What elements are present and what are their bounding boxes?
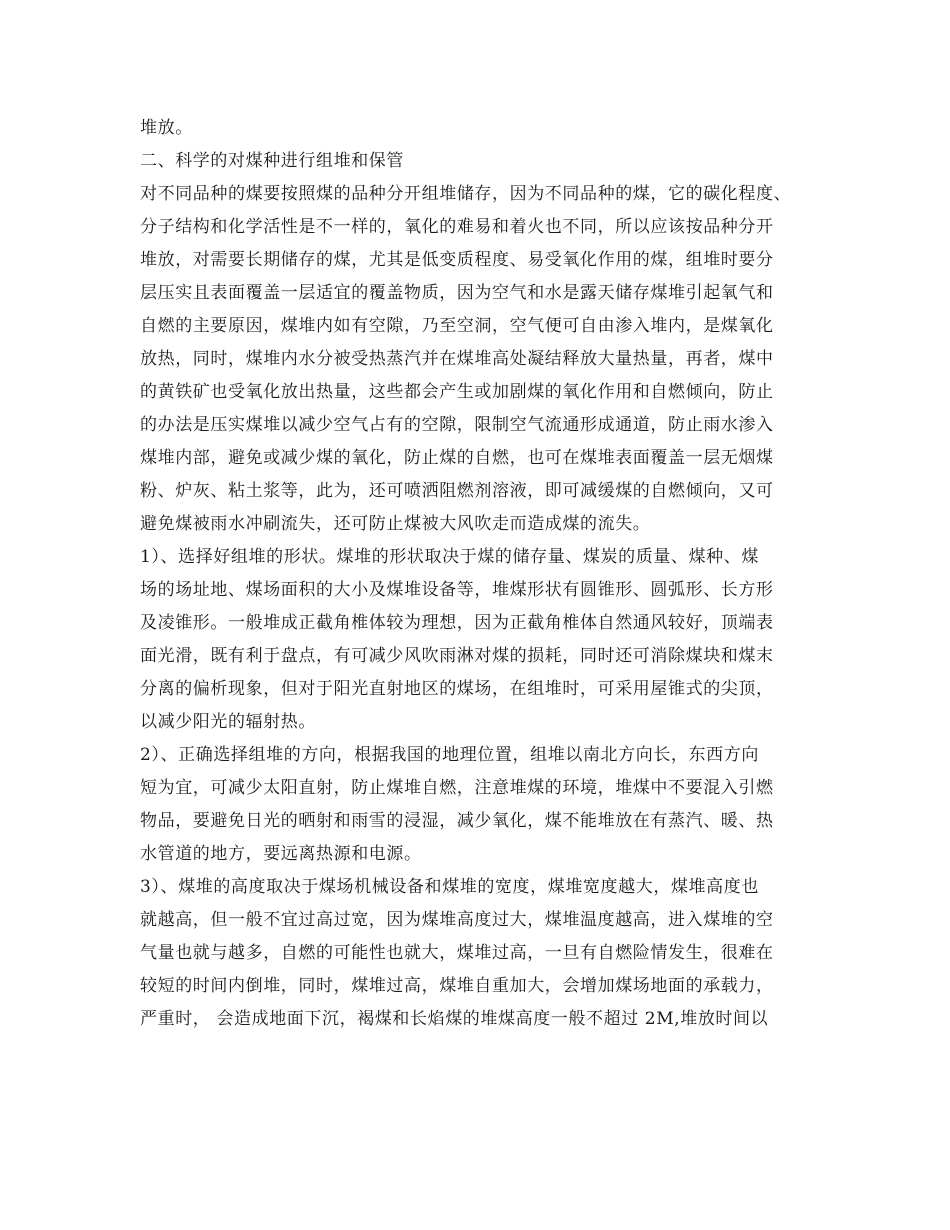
text-line: 的办法是压实煤堆以减少空气占有的空隙，限制空气流通形成通道，防止雨水渗入 [140,415,774,435]
text-line: 场的场址地、煤场面积的大小及煤堆设备等，堆煤形状有圆锥形、圆弧形、长方形 [140,580,774,600]
text-line: 水管道的地方，要远离热源和电源。 [140,844,422,864]
text-line: 就越高，但一般不宜过高过宽，因为煤堆高度过大，煤堆温度越高，进入煤堆的空 [140,910,774,930]
text-line: 2）、正确选择组堆的方向，根据我国的地理位置，组堆以南北方向长，东西方向 [140,745,759,765]
text-line: 物品，要避免日光的晒射和雨雪的浸湿，减少氧化，煤不能堆放在有蒸汽、暖、热 [140,811,774,831]
text-line: 较短的时间内倒堆，同时，煤堆过高，煤堆自重加大，会增加煤场地面的承载力， [140,976,774,996]
text-line: 3）、煤堆的高度取决于煤场机械设备和煤堆的宽度，煤堆宽度越大，煤堆高度也 [140,877,759,897]
text-line: 堆放。 [140,118,193,138]
text-line: 及凌锥形。一般堆成正截角椎体较为理想，因为正截角椎体自然通风较好，顶端表 [140,613,774,633]
text-line: 气量也就与越多，自燃的可能性也就大，煤堆过高，一旦有自燃险情发生，很难在 [140,943,774,963]
text-line: 堆放，对需要长期储存的煤，尤其是低变质程度、易受氧化作用的煤，组堆时要分 [140,250,774,270]
text-line: 的黄铁矿也受氧化放出热量，这些都会产生或加剧煤的氧化作用和自燃倾向，防止 [140,382,774,402]
text-line: 短为宜，可减少太阳直射，防止煤堆自燃，注意堆煤的环境，堆煤中不要混入引燃 [140,778,774,798]
text-line: 粉、炉灰、粘土浆等，此为，还可喷洒阻燃剂溶液，即可减缓煤的自燃倾向，又可 [140,481,774,501]
text-line: 严重时， 会造成地面下沉，褐煤和长焰煤的堆煤高度一般不超过 2M,堆放时间以 [140,1009,769,1029]
text-line: 分离的偏析现象，但对于阳光直射地区的煤场，在组堆时，可采用屋锥式的尖顶， [140,679,774,699]
text-line: 煤堆内部，避免或减少煤的氧化，防止煤的自燃，也可在煤堆表面覆盖一层无烟煤 [140,448,774,468]
text-line: 1）、选择好组堆的形状。煤堆的形状取决于煤的储存量、煤炭的质量、煤种、煤 [140,547,759,567]
text-line: 面光滑，既有利于盘点，有可减少风吹雨淋对煤的损耗，同时还可消除煤块和煤末 [140,646,774,666]
text-line: 以减少阳光的辐射热。 [140,712,316,732]
text-line: 自燃的主要原因，煤堆内如有空隙，乃至空洞，空气便可自由渗入堆内，是煤氧化 [140,316,774,336]
text-line: 层压实且表面覆盖一层适宜的覆盖物质，因为空气和水是露天储存煤堆引起氧气和 [140,283,774,303]
text-line: 放热，同时，煤堆内水分被受热蒸汽并在煤堆高处凝结释放大量热量，再者，煤中 [140,349,774,369]
text-line: 对不同品种的煤要按照煤的品种分开组堆储存，因为不同品种的煤，它的碳化程度、 [140,184,792,204]
section-heading: 二、科学的对煤种进行组堆和保管 [140,151,404,171]
text-line: 避免煤被雨水冲刷流失，还可防止煤被大风吹走而造成煤的流失。 [140,514,651,534]
text-line: 分子结构和化学活性是不一样的，氧化的难易和着火也不同，所以应该按品种分开 [140,217,774,237]
